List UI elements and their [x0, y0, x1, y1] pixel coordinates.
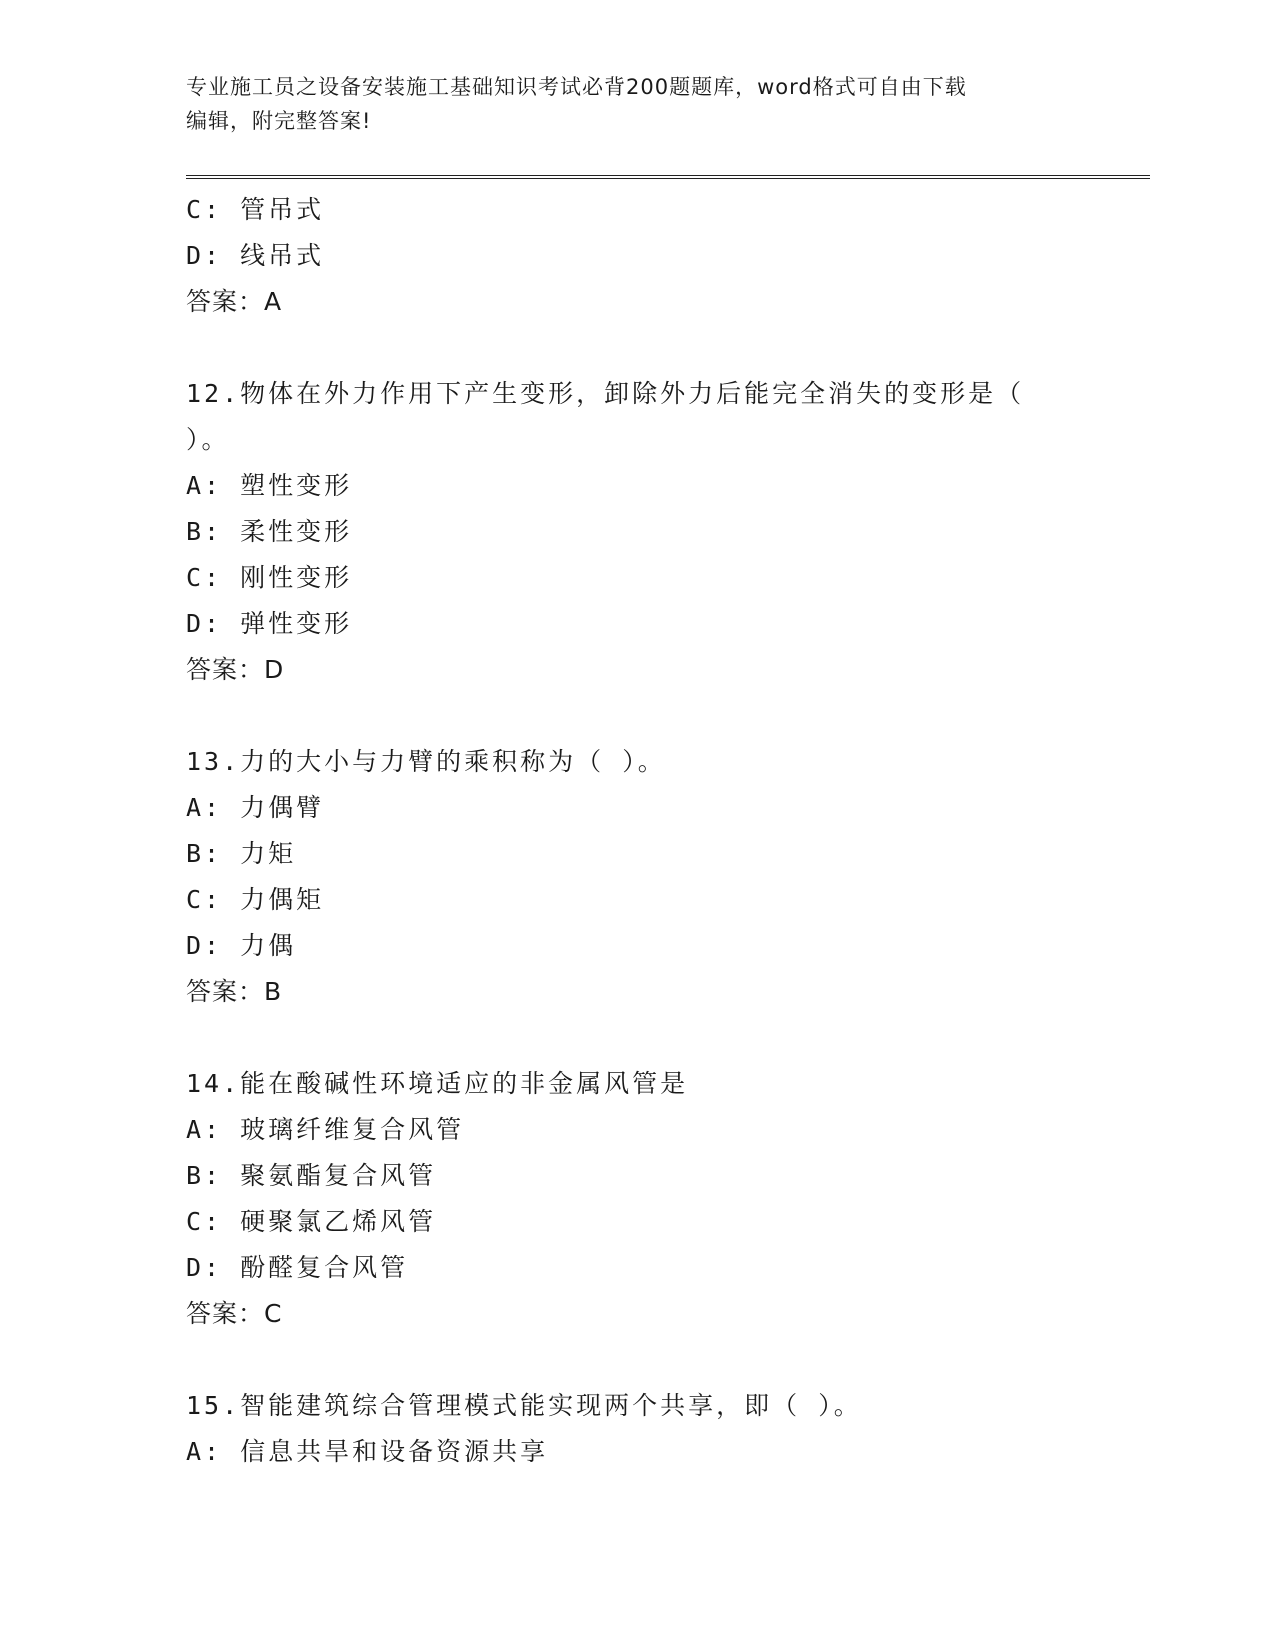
- question-block-15: [186, 1383, 1086, 1475]
- option-a: A: 玻璃纤维复合风管: [186, 1115, 465, 1144]
- question-text: 12.物体在外力作用下产生变形，卸除外力后能完全消失的变形是（: [186, 379, 1025, 408]
- spacer: [186, 1337, 1086, 1383]
- option-a: A: 力偶臂: [186, 793, 325, 822]
- question-text: 15.智能建筑综合管理模式能实现两个共享，即（ ）。: [186, 1391, 862, 1420]
- question-block-11: [186, 187, 1086, 325]
- option-a: A: 塑性变形: [186, 471, 353, 500]
- question-text: 13.力的大小与力臂的乘积称为（ ）。: [186, 747, 666, 776]
- option-d: D: 酚醛复合风管: [186, 1253, 409, 1282]
- option-b: B: 柔性变形: [186, 517, 353, 546]
- spacer: [186, 325, 1086, 371]
- option-c: C: 硬聚氯乙烯风管: [186, 1207, 437, 1236]
- header-line-1: 专业施工员之设备安装施工基础知识考试必背200题题库，word格式可自由下载: [186, 75, 967, 99]
- question-block-12: [186, 371, 1086, 693]
- spacer: [186, 1015, 1086, 1061]
- question-block-14: [186, 1061, 1086, 1337]
- answer: 答案：B: [186, 977, 283, 1006]
- option-b: B: 力矩: [186, 839, 297, 868]
- answer: 答案：C: [186, 1299, 283, 1328]
- spacer: [186, 693, 1086, 739]
- answer: 答案：A: [186, 287, 283, 316]
- option-d: D: 弹性变形: [186, 609, 353, 638]
- header-divider: [186, 175, 1150, 179]
- question-text-continued: ）。: [186, 425, 230, 454]
- question-block-13: [186, 739, 1086, 1015]
- question-text: 14.能在酸碱性环境适应的非金属风管是: [186, 1069, 689, 1098]
- option-c: C: 力偶矩: [186, 885, 325, 914]
- option-a: A: 信息共旱和设备资源共享: [186, 1437, 549, 1466]
- answer: 答案：D: [186, 655, 285, 684]
- question-list: [186, 187, 1086, 1475]
- option-d: D: 线吊式: [186, 241, 325, 270]
- header-line-2: 编辑，附完整答案!: [186, 109, 372, 133]
- option-c: C: 刚性变形: [186, 563, 353, 592]
- option-c: C: 管吊式: [186, 195, 325, 224]
- option-b: B: 聚氨酯复合风管: [186, 1161, 437, 1190]
- document-header: [186, 70, 1086, 138]
- option-d: D: 力偶: [186, 931, 297, 960]
